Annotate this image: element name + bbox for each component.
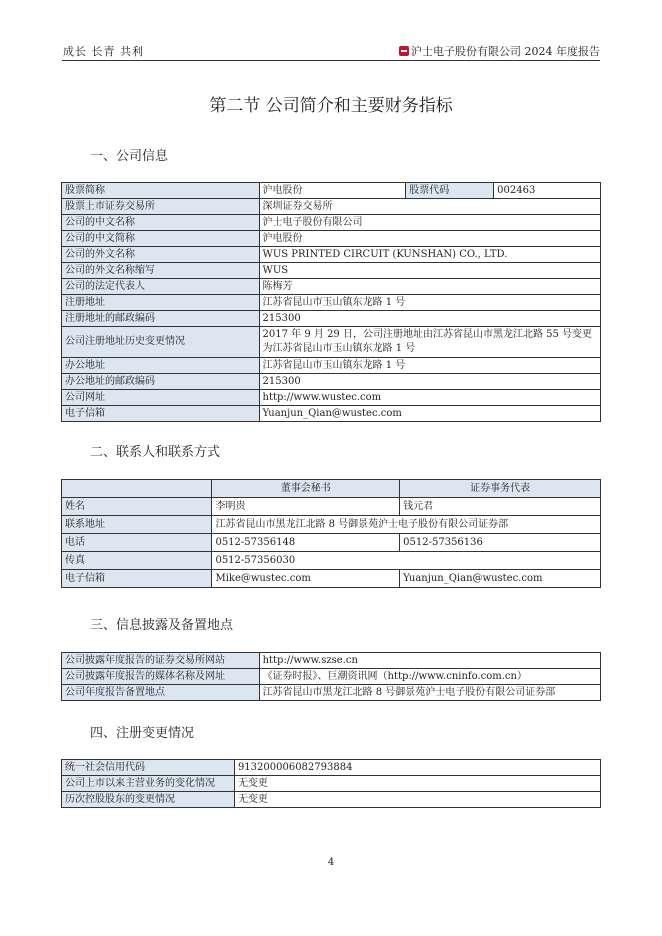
company-info-table: [61, 182, 601, 422]
table-row: [62, 552, 601, 570]
contacts-table: [61, 479, 601, 588]
table-cell-label: 联系地址: [62, 516, 212, 534]
table-row: [62, 685, 601, 701]
table-cell-label: 公司的中文名称: [62, 215, 260, 231]
table-cell-label: 公司的中文简称: [62, 231, 260, 247]
table-cell-value: 215300: [259, 374, 600, 390]
header-divider: [62, 60, 600, 61]
table-row: [62, 653, 601, 669]
table-cell-label: 注册地址: [62, 295, 260, 311]
table-row: [62, 231, 601, 247]
table-cell-value: 沪电股份: [259, 231, 600, 247]
registration-table: [61, 759, 601, 808]
table-cell-label: 历次控股股东的变更情况: [62, 792, 235, 808]
table-cell-value: 0512-57356136: [400, 534, 601, 552]
header-slogan: 成长 长青 共利: [63, 45, 144, 58]
table-row: [62, 390, 601, 406]
table-cell-label: 统一社会信用代码: [62, 760, 235, 776]
table-cell-value: 深圳证券交易所: [259, 199, 600, 215]
table-cell-value: 江苏省昆山市玉山镇东龙路 1 号: [259, 295, 600, 311]
table-cell-value: WUS: [259, 263, 600, 279]
page-number: 4: [327, 857, 335, 868]
table-row: [62, 247, 601, 263]
table-header-blank: [62, 480, 212, 498]
table-cell-label: 电子信箱: [62, 570, 212, 588]
table-cell-value: http://www.szse.cn: [259, 653, 600, 669]
table-cell-label: 股票代码: [406, 183, 494, 199]
table-cell-value: Yuanjun_Qian@wustec.com: [400, 570, 601, 588]
table-row: [62, 327, 601, 358]
table-cell-value: 江苏省昆山市玉山镇东龙路 1 号: [259, 358, 600, 374]
table-cell-label: 公司披露年度报告的证券交易所网站: [62, 653, 260, 669]
table-cell-label: 公司上市以来主营业务的变化情况: [62, 776, 235, 792]
table-cell-label: 公司的法定代表人: [62, 279, 260, 295]
table-cell-value: 沪电股份: [259, 183, 406, 199]
table-cell-label: 姓名: [62, 498, 212, 516]
table-cell-value: 913200006082793884: [234, 760, 600, 776]
table-row: [62, 358, 601, 374]
table-row: [62, 295, 601, 311]
table-cell-label: 股票上市证券交易所: [62, 199, 260, 215]
table-row: [62, 183, 601, 199]
table-cell-label: 公司注册地址历史变更情况: [62, 327, 260, 358]
table-row: [62, 199, 601, 215]
table-row: [62, 570, 601, 588]
table-cell-value: 0512-57356148: [212, 534, 400, 552]
section-heading-disclosure: 三、信息披露及备置地点: [90, 618, 234, 633]
table-row: [62, 215, 601, 231]
header-report-title: [399, 43, 600, 59]
table-cell-value: 《证券时报》、巨潮资讯网（http://www.cninfo.com.cn）: [259, 669, 600, 685]
table-row: [62, 374, 601, 390]
table-cell-value: 钱元君: [400, 498, 601, 516]
table-row: [62, 516, 601, 534]
table-row: [62, 406, 601, 422]
section-heading-registration: 四、注册变更情况: [90, 726, 195, 741]
table-cell-label: 传真: [62, 552, 212, 570]
table-row: [62, 792, 601, 808]
table-cell-value: 无变更: [234, 792, 600, 808]
table-cell-value: http://www.wustec.com: [259, 390, 600, 406]
table-header-representative: 证券事务代表: [400, 480, 601, 498]
table-cell-label: 办公地址: [62, 358, 260, 374]
table-row: [62, 760, 601, 776]
table-cell-label: 注册地址的邮政编码: [62, 311, 260, 327]
table-cell-value: Mike@wustec.com: [212, 570, 400, 588]
table-cell-label: 公司年度报告备置地点: [62, 685, 260, 701]
table-cell-value: 2017 年 9 月 29 日，公司注册地址由江苏省昆山市黑龙江北路 55 号变更为江苏省昆山市玉山镇东龙路 1 号: [259, 327, 600, 358]
table-row: [62, 776, 601, 792]
table-cell-value: 陈梅芳: [259, 279, 600, 295]
table-header-row: [62, 480, 601, 498]
table-cell-label: 公司的外文名称: [62, 247, 260, 263]
table-row: [62, 279, 601, 295]
table-cell-label: 股票简称: [62, 183, 260, 199]
table-cell-value: 李明贵: [212, 498, 400, 516]
table-cell-label: 办公地址的邮政编码: [62, 374, 260, 390]
table-cell-label: 公司的外文名称缩写: [62, 263, 260, 279]
table-cell-label: 电话: [62, 534, 212, 552]
table-row: [62, 263, 601, 279]
table-cell-label: 公司网址: [62, 390, 260, 406]
table-cell-value: 江苏省昆山市黑龙江北路 8 号御景苑沪士电子股份有限公司证券部: [212, 516, 601, 534]
table-row: [62, 498, 601, 516]
table-cell-value: 0512-57356030: [212, 552, 601, 570]
table-cell-label: 公司披露年度报告的媒体名称及网址: [62, 669, 260, 685]
section-heading-contacts: 二、联系人和联系方式: [90, 445, 221, 460]
table-cell-value: WUS PRINTED CIRCUIT (KUNSHAN) CO., LTD.: [259, 247, 600, 263]
page-title: 第二节 公司简介和主要财务指标: [209, 96, 453, 116]
table-row: [62, 311, 601, 327]
table-cell-value: 江苏省昆山市黑龙江北路 8 号御景苑沪士电子股份有限公司证券部: [259, 685, 600, 701]
header-report-title-text: 沪士电子股份有限公司 2024 年度报告: [411, 45, 600, 58]
disclosure-table: [61, 652, 601, 701]
table-cell-value: 002463: [494, 183, 601, 199]
table-cell-value: 215300: [259, 311, 600, 327]
table-row: [62, 534, 601, 552]
table-cell-label: 电子信箱: [62, 406, 260, 422]
table-cell-value: 无变更: [234, 776, 600, 792]
table-row: [62, 669, 601, 685]
company-logo-icon: [399, 46, 409, 56]
table-cell-value: Yuanjun_Qian@wustec.com: [259, 406, 600, 422]
section-heading-company-info: 一、公司信息: [90, 149, 169, 164]
table-cell-value: 沪士电子股份有限公司: [259, 215, 600, 231]
table-header-secretary: 董事会秘书: [212, 480, 400, 498]
